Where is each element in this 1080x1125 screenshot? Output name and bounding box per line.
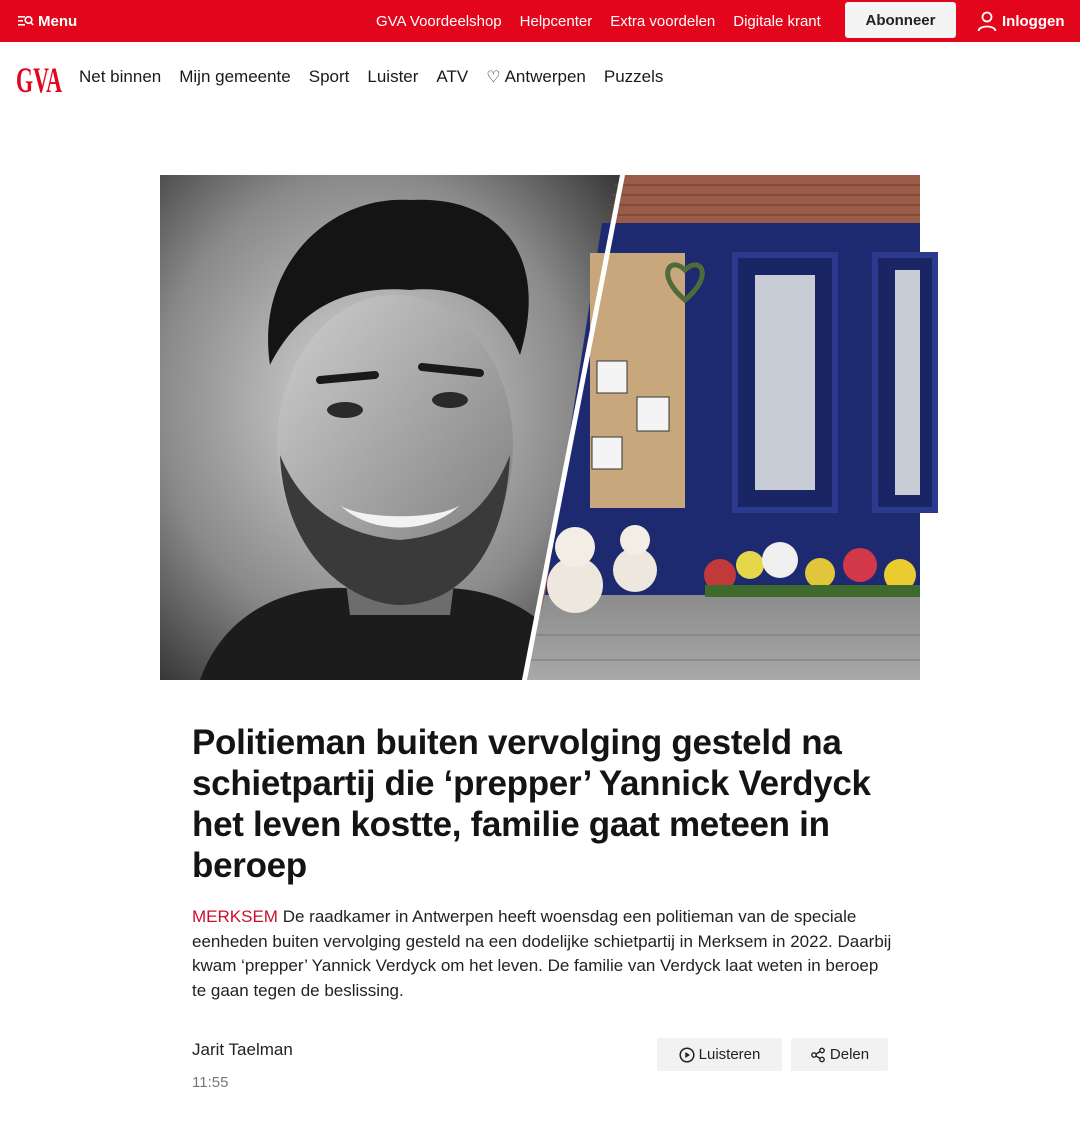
nav-atv[interactable]: ATV [436, 67, 469, 86]
login-label: Inloggen [1002, 12, 1065, 30]
listen-label: Luisteren [698, 1046, 761, 1063]
article-time: 11:55 [192, 1074, 229, 1091]
link-digitale-krant[interactable]: Digitale krant [733, 12, 821, 30]
nav-items [79, 42, 681, 112]
listen-button[interactable] [657, 1038, 782, 1071]
top-bar [0, 0, 1080, 42]
nav-mijn-gemeente[interactable]: Mijn gemeente [179, 67, 291, 86]
nav-sport[interactable]: Sport [308, 67, 350, 86]
nav-antwerpen[interactable] [486, 67, 586, 87]
nav-antwerpen-label: Antwerpen [504, 67, 586, 86]
article-lead [192, 905, 892, 1003]
share-button[interactable] [791, 1038, 888, 1071]
menu-label: Menu [38, 12, 78, 30]
hero-illustration [160, 175, 920, 680]
share-icon [810, 1047, 826, 1063]
article-author[interactable]: Jarit Taelman [192, 1040, 293, 1059]
link-helpcenter[interactable]: Helpcenter [519, 12, 593, 30]
menu-search-icon [18, 14, 34, 28]
article-headline: Politieman buiten vervolging gesteld na schietpartij die ‘prepper’ Yannick Verdyck het leven kostte, familie gaat meteen in beroep [192, 723, 871, 885]
gva-logo[interactable] [16, 58, 63, 100]
user-icon [976, 10, 998, 32]
menu-button[interactable] [18, 0, 77, 42]
link-voordeelshop[interactable]: GVA Voordeelshop [376, 12, 502, 30]
hero-image[interactable] [160, 175, 920, 680]
logo-text: GVA [16, 60, 63, 100]
article-location: MERKSEM [192, 907, 278, 926]
subscribe-button[interactable]: Abonneer [845, 2, 956, 38]
play-circle-icon [679, 1047, 695, 1063]
heart-icon: ♡ [486, 69, 501, 86]
nav-puzzels[interactable]: Puzzels [603, 67, 664, 86]
login-button[interactable] [976, 0, 1065, 42]
top-links [376, 0, 839, 42]
article-lead-text: De raadkamer in Antwerpen heeft woensdag een politieman van de speciale eenheden buiten vervolging gesteld na een dodelijke schietpartij in Merksem in 2022. Daarbij kwam ‘prepper’ Yannick Verdyck om het leven. De familie van Verdyck laat weten in beroep te gaan tegen de beslissing. [192, 907, 892, 1000]
share-label: Delen [829, 1046, 870, 1063]
nav-net-binnen[interactable]: Net binnen [79, 67, 162, 86]
link-extra-voordelen[interactable]: Extra voordelen [610, 12, 716, 30]
nav-luister[interactable]: Luister [367, 67, 419, 86]
